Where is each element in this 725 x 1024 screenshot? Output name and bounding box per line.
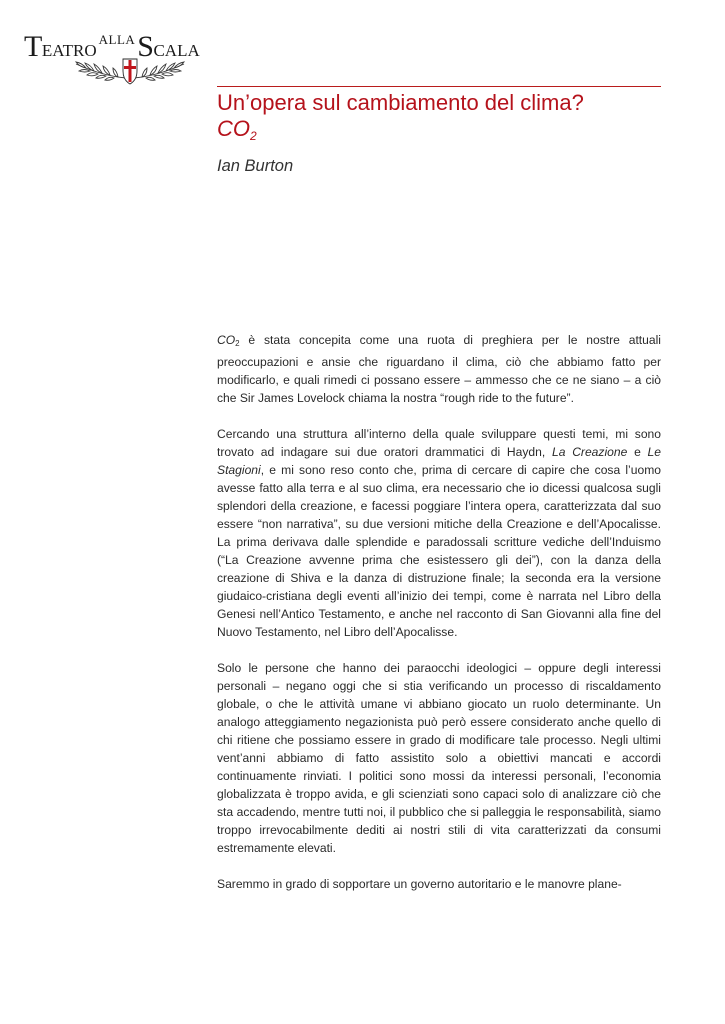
paragraph-1: $CO_2$ è stata concepita come una ruota di preghiera per le nostre attuali preoccupazioni e ansie che riguardano il clima, ciò che abbiamo fatto per modificarlo, e quali rimedi ci possano essere – ammesso che ce ne siano – a ciò che Sir James Lovelock chiama la nostra “rough ride to the future”. xyxy=(217,333,661,405)
laurel-crest-icon xyxy=(68,56,188,86)
author-name: Ian Burton xyxy=(217,157,294,175)
title-divider xyxy=(217,86,661,87)
paragraph-4: Saremmo in grado di sopportare un governo autoritario e le manovre plane- xyxy=(217,877,622,891)
paragraph-3: Solo le persone che hanno dei paraocchi ideologici – oppure degli interessi personali – negano oggi che si stia verificando un processo di riscaldamento globale, o che le attività umane vi abbiano giocato un ruolo determinante. Un analogo atteggiamento negazionista può però essere considerato anche quello di chi ritiene che possiamo essere in grado di modificare tale processo. Negli ultimi vent’anni abbiamo di fatto assistito solo a obiettivi mancati e accordi continuamente rinviati. I politici sono mossi da interessi personali, l’economia globalizzata è troppo avida, e gli scienziati sono capaci solo di analizzare ciò che sta accadendo, mentre tutti noi, il pubblico che si palleggia le responsabilità, siamo troppo irrevocabilmente dediti ai nostri stili di vita caratterizzati da consumi estremamente elevati. xyxy=(217,661,661,855)
article-body xyxy=(217,331,661,893)
title-co2: $CO_2$ xyxy=(217,116,257,143)
article-title xyxy=(217,90,667,149)
teatro-alla-scala-logo xyxy=(24,30,204,88)
logo-wordmark: $TEATRO^{ALLA}SCALA$ xyxy=(24,30,200,63)
paragraph-2: Cercando una struttura all’interno della quale sviluppare questi temi, mi sono trovato ad indagare sui due oratori drammatici di Haydn, La Creazione e Le Stagioni, e mi sono reso conto che, prima di cercare di capire che cosa l’uomo avesse fatto alla terra e al suo clima, era necessario che io dicessi qualcosa sugli splendori della creazione, e facessi poggiare l’intera opera, caratterizzata dal suo essere “non narrativa”, su due versioni mitiche della Creazione e dell’Apocalisse. La prima derivava dalle splendide e paradossali scritture vediche dell’Induismo (“La Creazione avvenne prima che esistessero gli dei”), con la danza della creazione di Shiva e la danza di distruzione finale; la seconda era la versione giudaico-cristiana degli eventi all’inizio dei tempi, come è narrata nel Libro della Genesi nell’Antico Testamento, e anche nel racconto di San Giovanni alla fine del Nuovo Testamento, nel Libro dell’Apocalisse. xyxy=(217,427,661,639)
title-main: Un’opera sul cambiamento del clima? xyxy=(217,90,584,115)
